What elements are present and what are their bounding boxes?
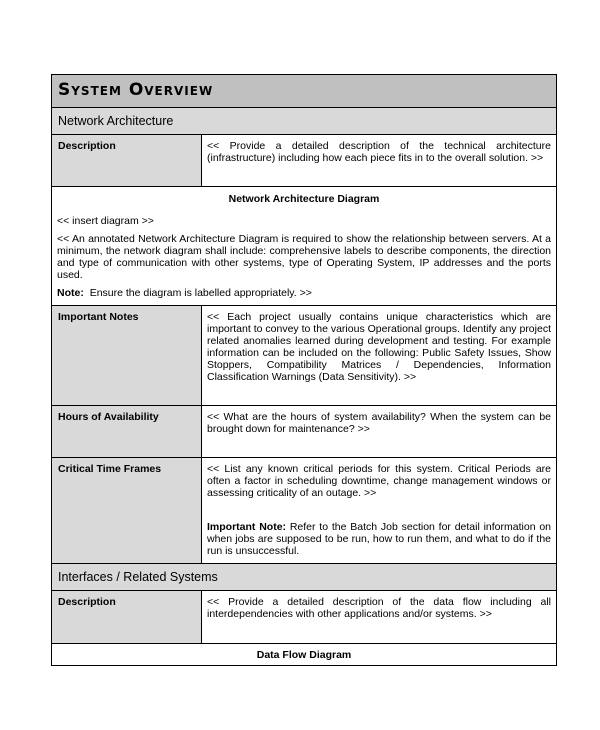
diagram-instructions: << An annotated Network Architecture Diagram is required to show the relationship between servers. At a minimum, the network diagram shall include: comprehensive labels to describe components, the direction and type of communication with other systems, type of Operating System, IP addresses and the ports used.: [57, 233, 551, 281]
critical-time-frames-text: << List any known critical periods for this system. Critical Periods are often a factor in scheduling downtime, change management windows or assessing criticality of an outage. >>: [207, 463, 551, 499]
data-flow-diagram-title: Data Flow Diagram: [52, 644, 557, 666]
document-title: System Overview: [58, 80, 214, 100]
important-notes-label: Important Notes: [52, 306, 202, 406]
important-notes-row: [52, 306, 557, 406]
interfaces-description-row: [52, 591, 557, 644]
important-notes-text: << Each project usually contains unique characteristics which are important to convey to the various Operational groups. Identify any project related anomalies learned during development and testing. For example information can be included on the following: Public Safety Issues, Show Stoppers, Compatibility Matrices / Dependencies, Information Classification Warnings (Data Sensitivity). >>: [202, 306, 557, 406]
hours-availability-text: << What are the hours of system availability? When the system can be brought down for maintenance? >>: [202, 406, 557, 458]
interfaces-section-row: [52, 564, 557, 591]
hours-availability-row: [52, 406, 557, 458]
critical-time-frames-row: [52, 458, 557, 564]
critical-important-note-text: Refer to the Batch Job section for detail information on when jobs are supposed to be run, how to run them, and what to do if the run is unsuccessful.: [207, 521, 552, 557]
interfaces-description-label: Description: [52, 591, 202, 644]
network-diagram-row: [52, 187, 557, 306]
network-description-row: [52, 135, 557, 187]
data-flow-row: [52, 644, 557, 666]
critical-important-note-label: Important Note:: [207, 521, 287, 533]
hours-availability-label: Hours of Availability: [52, 406, 202, 458]
network-diagram-cell: [52, 187, 557, 306]
system-overview-table: [51, 74, 557, 666]
title-row: [52, 75, 557, 108]
interfaces-description-text: << Provide a detailed description of the data flow including all interdependencies with other applications and/or systems. >>: [202, 591, 557, 644]
diagram-note-text: Ensure the diagram is labelled appropriately. >>: [89, 287, 312, 299]
section-heading-interfaces: Interfaces / Related Systems: [52, 564, 557, 591]
diagram-note-label: Note:: [57, 287, 84, 299]
diagram-note: [57, 287, 551, 299]
critical-time-frames-cell: [202, 458, 557, 564]
insert-diagram-placeholder: << insert diagram >>: [57, 215, 154, 227]
section-heading-network: Network Architecture: [52, 108, 557, 135]
critical-time-frames-label: Critical Time Frames: [52, 458, 202, 564]
critical-important-note: [207, 521, 551, 557]
network-description-text: << Provide a detailed description of the technical architecture (infrastructure) including how each piece fits in to the overall solution. >>: [202, 135, 557, 187]
network-section-row: [52, 108, 557, 135]
title-cell: [52, 75, 557, 108]
network-description-label: Description: [52, 135, 202, 187]
network-diagram-title: Network Architecture Diagram: [228, 193, 380, 205]
